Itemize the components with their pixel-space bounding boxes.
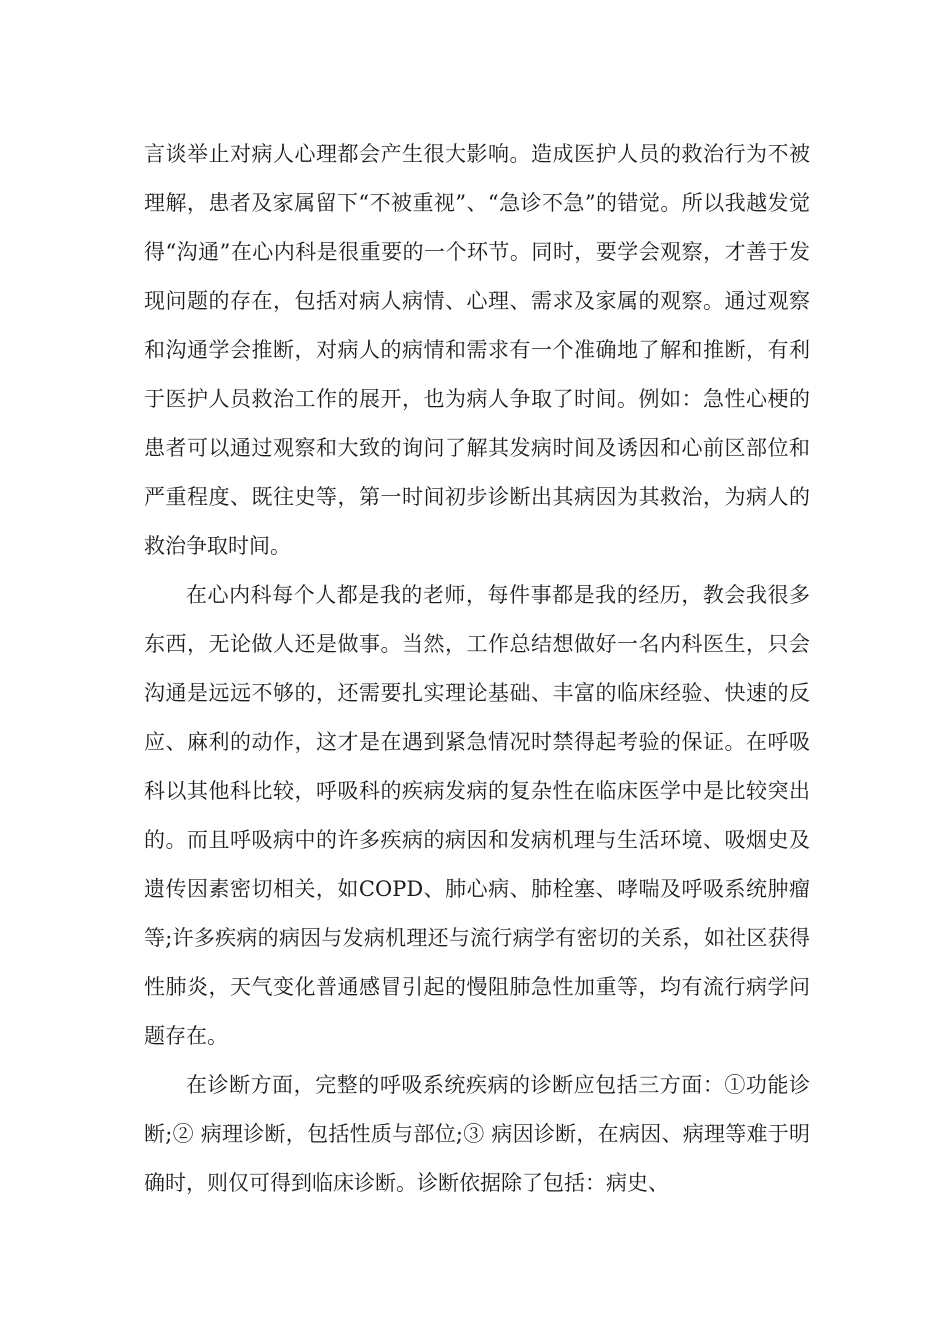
paragraph-1: 言谈举止对病人心理都会产生很大影响。造成医护人员的救治行为不被理解，患者及家属留下“不被重视”、“急诊不急”的错觉。所以我越发觉得“沟通”在心内科是很重要的一个环节。同时，要学会观察，才善于发现问题的存在，包括对病人病情、心理、需求及家属的观察。通过观察和沟通学会推断，对病人的病情和需求有一个准确地了解和推断，有利于医护人员救治工作的展开，也为病人争取了时间。例如：急性心梗的患者可以通过观察和大致的询问了解其发病时间及诱因和心前区部位和严重程度、既往史等，第一时间初步诊断出其病因为其救治，为病人的救治争取时间。 <box>144 142 810 558</box>
document-body <box>144 130 810 1208</box>
paragraph-2: 在心内科每个人都是我的老师，每件事都是我的经历，教会我很多东西，无论做人还是做事。当然，工作总结想做好一名内科医生，只会沟通是远远不够的，还需要扎实理论基础、丰富的临床经验、快速的反应、麻利的动作，这才是在遇到紧急情况时禁得起考验的保证。在呼吸科以其他科比较，呼吸科的疾病发病的复杂性在临床医学中是比较突出的。而且呼吸病中的许多疾病的病因和发病机理与生活环境、吸烟史及遗传因素密切相关，如COPD、肺心病、肺栓塞、哮喘及呼吸系统肿瘤等;许多疾病的病因与发病机理还与流行病学有密切的关系，如社区获得性肺炎，天气变化普通感冒引起的慢阻肺急性加重等，均有流行病学问题存在。 <box>144 583 810 1048</box>
paragraph-3: 在诊断方面，完整的呼吸系统疾病的诊断应包括三方面：①功能诊断;② 病理诊断，包括性质与部位;③ 病因诊断，在病因、病理等难于明确时，则仅可得到临床诊断。诊断依据除了包括：病史、 <box>144 1073 810 1195</box>
